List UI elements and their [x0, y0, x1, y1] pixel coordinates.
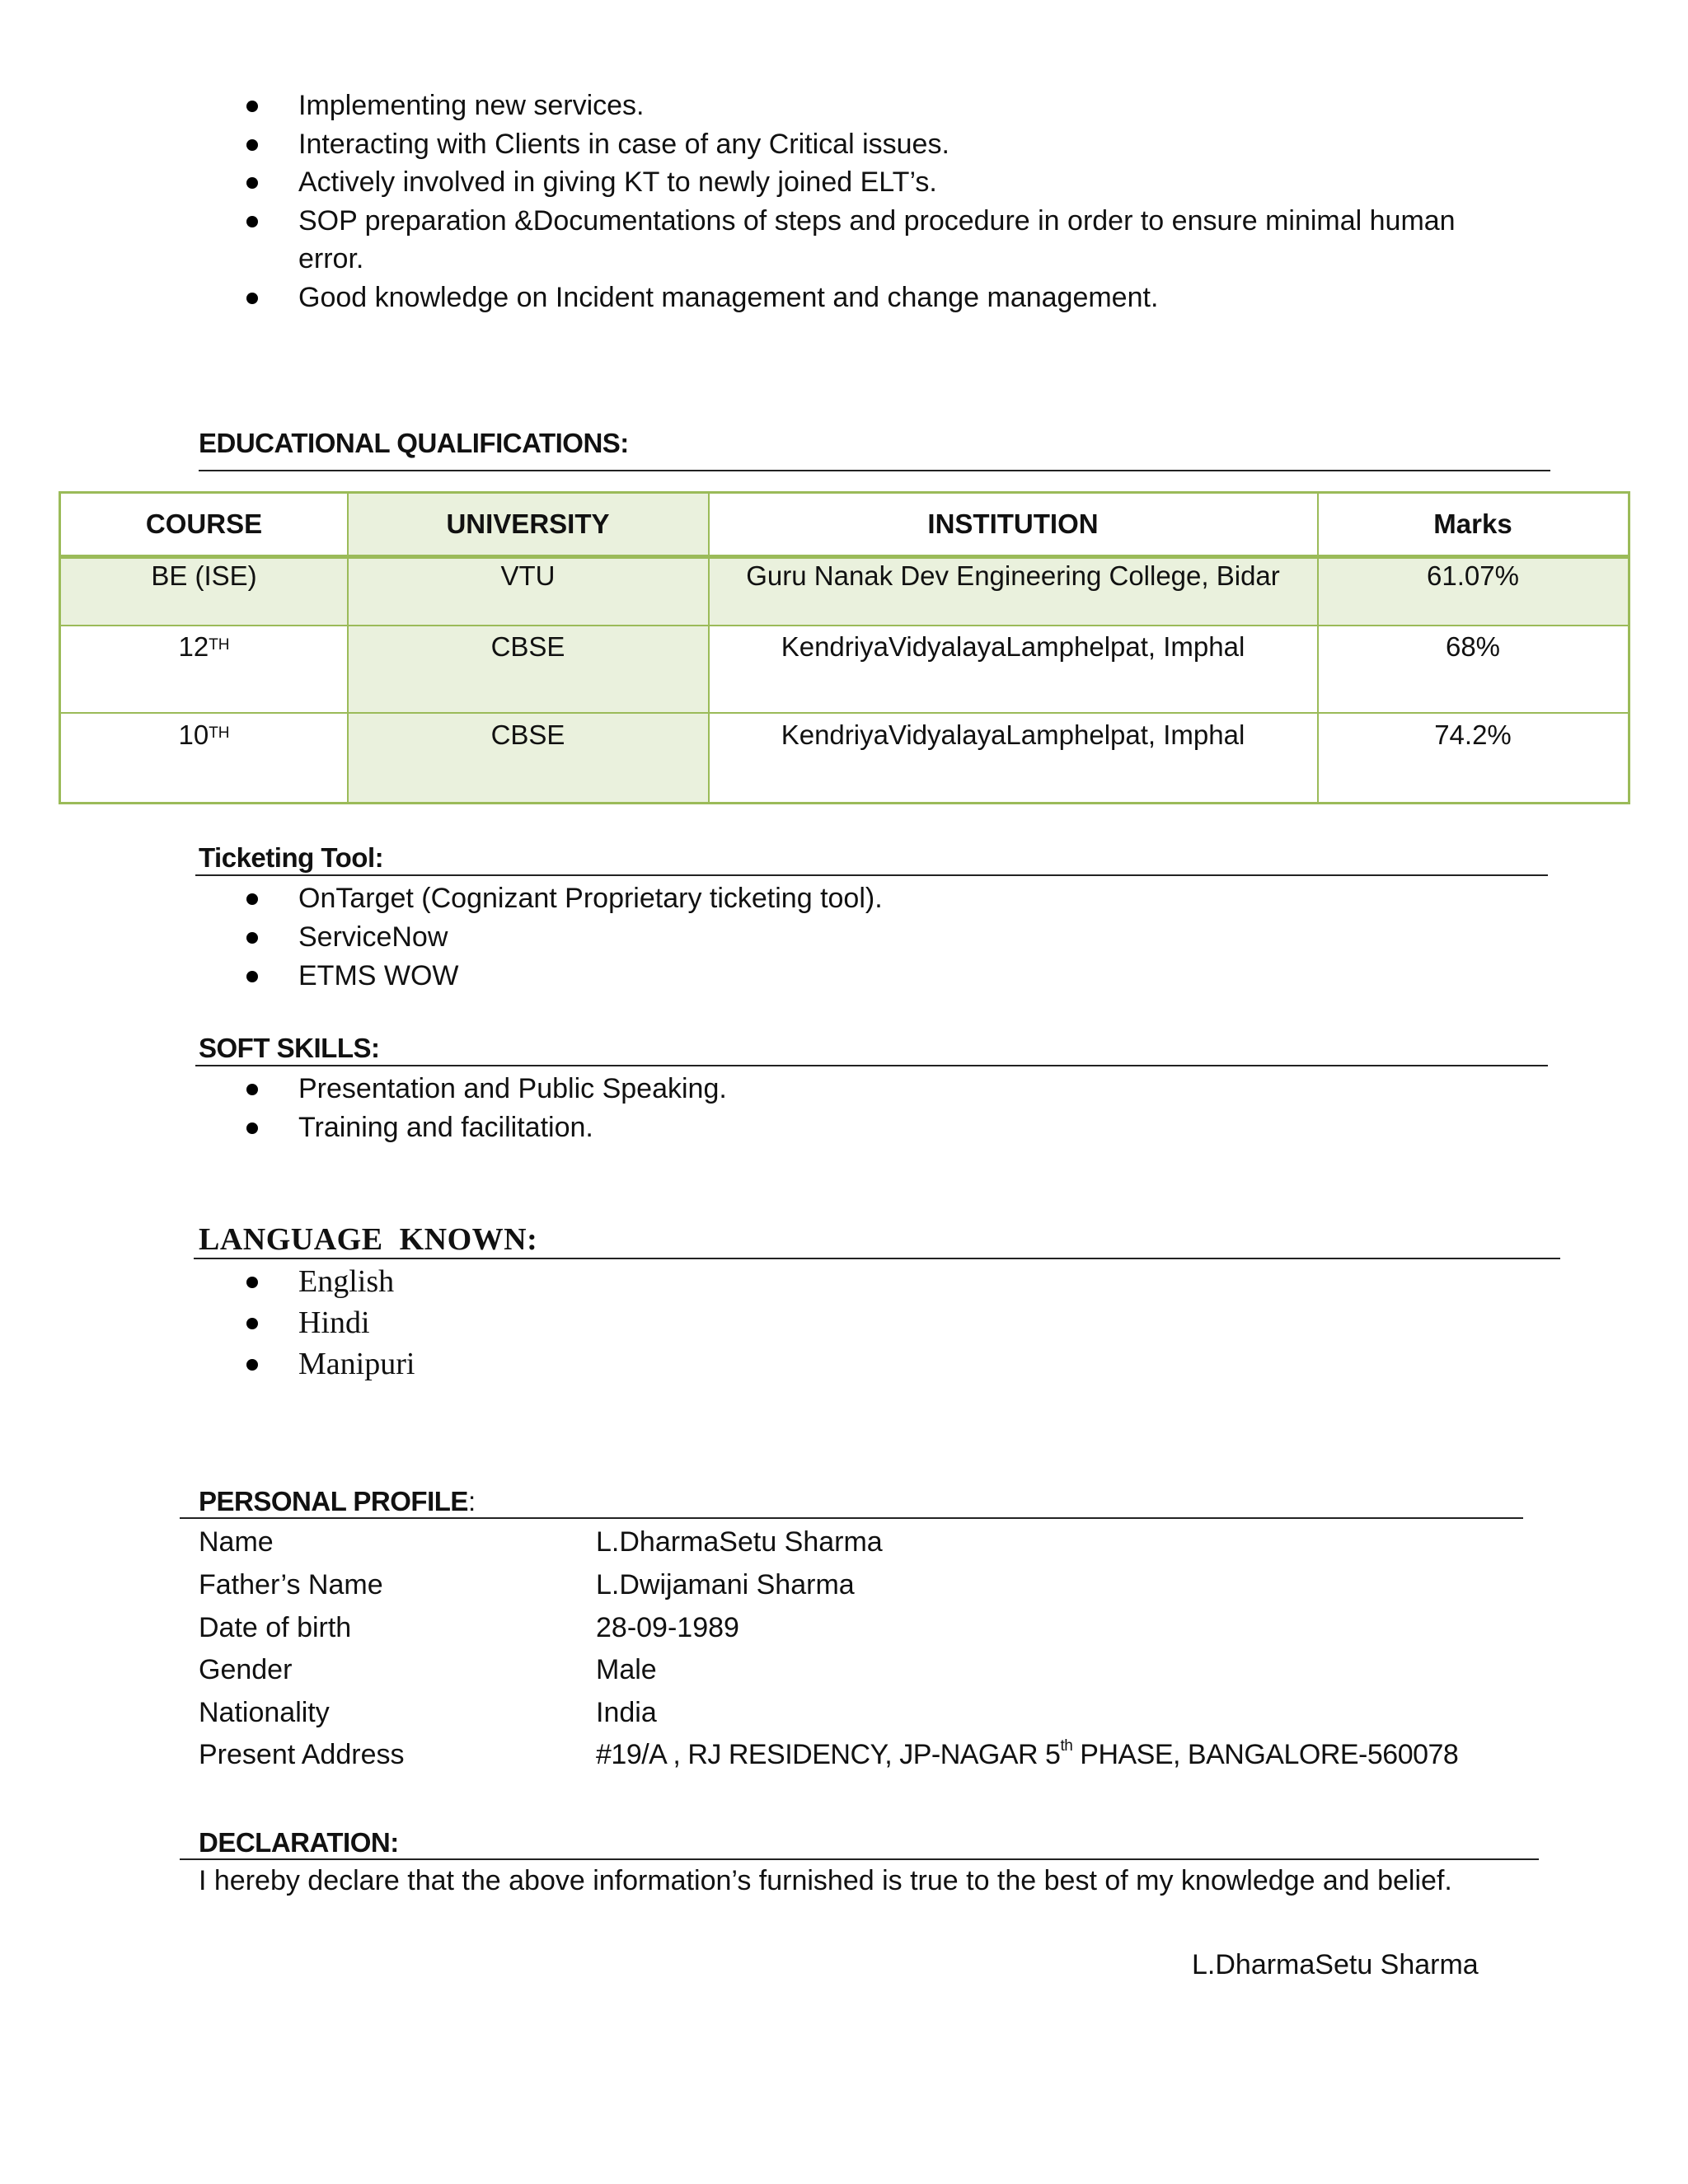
header-institution: INSTITUTION: [927, 509, 1099, 539]
declaration-heading: DECLARATION:: [199, 1827, 399, 1858]
personal-profile-heading-rule: [180, 1517, 1523, 1519]
soft-skills-list: [0, 1070, 1502, 1147]
ticketing-heading-rule: [195, 874, 1548, 876]
table-cell-course: 10TH: [178, 719, 230, 750]
profile-value-gender: Male: [596, 1654, 657, 1685]
list-item: English: [0, 1261, 1502, 1302]
bullet-icon: [246, 1359, 258, 1371]
profile-value-dob: 28-09-1989: [596, 1612, 739, 1643]
row-divider: [61, 625, 1628, 626]
bullet-icon: [246, 971, 258, 982]
bullet-icon: [246, 893, 258, 905]
profile-value-address: #19/A , RJ RESIDENCY, JP-NAGAR 5th PHASE, BANGALORE-560078: [596, 1737, 1459, 1770]
list-item: Implementing new services.: [0, 87, 1502, 125]
table-cell-university: VTU: [500, 560, 556, 591]
list-item: Interacting with Clients in case of any Critical issues.: [0, 125, 1502, 164]
table-cell-marks: 68%: [1445, 631, 1501, 662]
table-cell-course: BE (ISE): [151, 560, 257, 591]
list-item: Good knowledge on Incident management and change management.: [0, 279, 1502, 317]
education-heading: EDUCATIONAL QUALIFICATIONS:: [199, 428, 629, 458]
bullet-icon: [246, 139, 258, 151]
profile-label-nationality: Nationality: [199, 1697, 330, 1728]
bullet-icon: [246, 216, 258, 227]
signature-name: L.DharmaSetu Sharma: [1192, 1949, 1479, 1980]
soft-skills-heading: SOFT SKILLS:: [199, 1033, 380, 1063]
bullet-icon: [246, 932, 258, 944]
list-item: ServiceNow: [0, 918, 1502, 957]
bullet-icon: [246, 1084, 258, 1095]
education-table: [59, 491, 1630, 804]
ticketing-list: [0, 879, 1502, 996]
profile-label-gender: Gender: [199, 1654, 293, 1685]
table-cell-marks: 74.2%: [1434, 719, 1512, 750]
table-cell-institution: Guru Nanak Dev Engineering College, Bidar: [746, 560, 1280, 591]
responsibilities-list: [0, 87, 1502, 316]
education-heading-rule: [199, 470, 1550, 471]
bullet-icon: [246, 1122, 258, 1134]
list-item: Hindi: [0, 1302, 1502, 1343]
ticketing-heading: Ticketing Tool:: [199, 842, 384, 873]
profile-label-address: Present Address: [199, 1739, 405, 1770]
row-divider: [61, 712, 1628, 714]
bullet-icon: [246, 177, 258, 189]
languages-list: [0, 1261, 1502, 1385]
personal-profile-heading: PERSONAL PROFILE:: [199, 1486, 476, 1516]
declaration-text: I hereby declare that the above information’s furnished is true to the best of my knowledge and belief.: [199, 1865, 1452, 1896]
list-item: Actively involved in giving KT to newly joined ELT’s.: [0, 163, 1502, 202]
declaration-heading-rule: [180, 1858, 1539, 1860]
list-item: Training and facilitation.: [0, 1108, 1502, 1147]
table-cell-course: 12TH: [178, 631, 230, 662]
table-cell-institution: KendriyaVidyalayaLamphelpat, Imphal: [781, 719, 1245, 750]
header-course: COURSE: [145, 509, 263, 539]
profile-label-dob: Date of birth: [199, 1612, 352, 1643]
header-marks: Marks: [1433, 509, 1512, 539]
list-item: SOP preparation &Documentations of steps and procedure in order to ensure minimal human error.: [0, 202, 1502, 279]
profile-value-name: L.DharmaSetu Sharma: [596, 1526, 883, 1558]
list-item: ETMS WOW: [0, 957, 1502, 996]
profile-label-father: Father’s Name: [199, 1569, 383, 1601]
languages-heading-rule: [194, 1258, 1560, 1259]
list-item: Presentation and Public Speaking.: [0, 1070, 1502, 1108]
header-university: UNIVERSITY: [446, 509, 610, 539]
table-cell-university: CBSE: [490, 719, 565, 750]
table-cell-university: CBSE: [490, 631, 565, 662]
header-divider: [61, 555, 1628, 559]
bullet-icon: [246, 1277, 258, 1288]
bullet-icon: [246, 293, 258, 304]
list-item: Manipuri: [0, 1343, 1502, 1385]
profile-value-father: L.Dwijamani Sharma: [596, 1569, 855, 1601]
languages-heading: LANGUAGE KNOWN:: [199, 1222, 538, 1257]
profile-label-name: Name: [199, 1526, 274, 1558]
bullet-icon: [246, 101, 258, 112]
table-cell-marks: 61.07%: [1427, 560, 1519, 591]
profile-value-nationality: India: [596, 1697, 657, 1728]
bullet-icon: [246, 1318, 258, 1329]
list-item: OnTarget (Cognizant Proprietary ticketing tool).: [0, 879, 1502, 918]
table-cell-institution: KendriyaVidyalayaLamphelpat, Imphal: [781, 631, 1245, 662]
soft-skills-heading-rule: [195, 1065, 1548, 1066]
